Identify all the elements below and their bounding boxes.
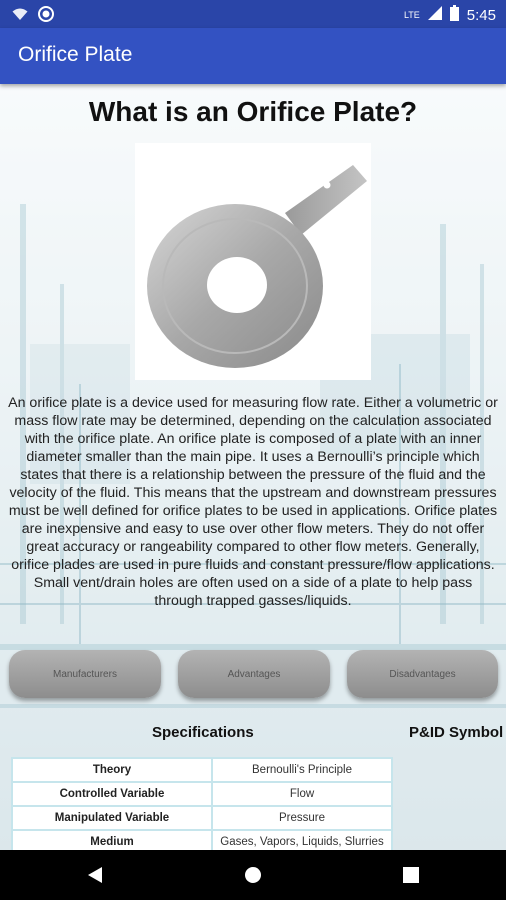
page-title: What is an Orifice Plate?	[88, 96, 418, 127]
signal-icon	[428, 6, 442, 24]
app-bar	[0, 28, 506, 84]
spec-value: Gases, Vapors, Liquids, Slurries	[212, 830, 392, 850]
navigation-bar	[0, 850, 506, 900]
spec-label: Medium	[12, 830, 212, 850]
specifications-table	[11, 757, 393, 850]
recents-icon[interactable]	[403, 867, 419, 888]
spec-value: Bernoulli's Principle	[212, 758, 392, 782]
spec-label: Manipulated Variable	[12, 806, 212, 830]
disadvantages-button[interactable]: Disadvantages	[347, 650, 498, 698]
home-icon[interactable]	[244, 866, 262, 889]
spec-label: Controlled Variable	[12, 782, 212, 806]
lte-label: LTE	[403, 10, 420, 20]
manufacturers-button[interactable]: Manufacturers	[9, 650, 161, 698]
specifications-heading: Specifications	[152, 724, 254, 741]
spec-label: Theory	[12, 758, 212, 782]
table-row	[12, 782, 392, 806]
table-row	[12, 806, 392, 830]
back-icon[interactable]	[86, 866, 104, 889]
orifice-plate-image	[135, 143, 371, 380]
content-area[interactable]	[0, 84, 506, 850]
spec-value: Flow	[212, 782, 392, 806]
pid-symbol-heading: P&ID Symbol	[409, 724, 504, 741]
spec-value: Pressure	[212, 806, 392, 830]
table-row	[12, 758, 392, 782]
advantages-button[interactable]: Advantages	[178, 650, 330, 698]
status-bar	[0, 0, 506, 28]
battery-icon	[450, 5, 459, 25]
clock: 5:45	[466, 6, 496, 24]
table-row	[12, 830, 392, 850]
description-text: An orifice plate is a device used for measuring flow rate. Either a volumetric or mass flow rate may be determined, depending on the calculation associated with the orifice plate. An orifice plate is composed of a plate with an inner diameter smaller than the main pipe. It uses a Bernoulli’s principle which states that there is a relationship between the pressure of the fluid and the velocity of the fluid. This means that the upstream and downstream pressures must be well defined for orifice plates to be used in applications. Orifice plates are inexpensive and easy to use over other flow meters. They do not offer great accuracy or rangeability compared to other flow meters. Generally, orifice plades are used in pure fluids and constant pressure/flow applications. Small vent/drain holes are often used on a side of a plate to help pass through trapped gasses/liquids.	[8, 395, 498, 609]
record-icon	[38, 6, 54, 27]
app-title: Orifice Plate	[18, 43, 133, 66]
wifi-icon	[12, 7, 28, 26]
